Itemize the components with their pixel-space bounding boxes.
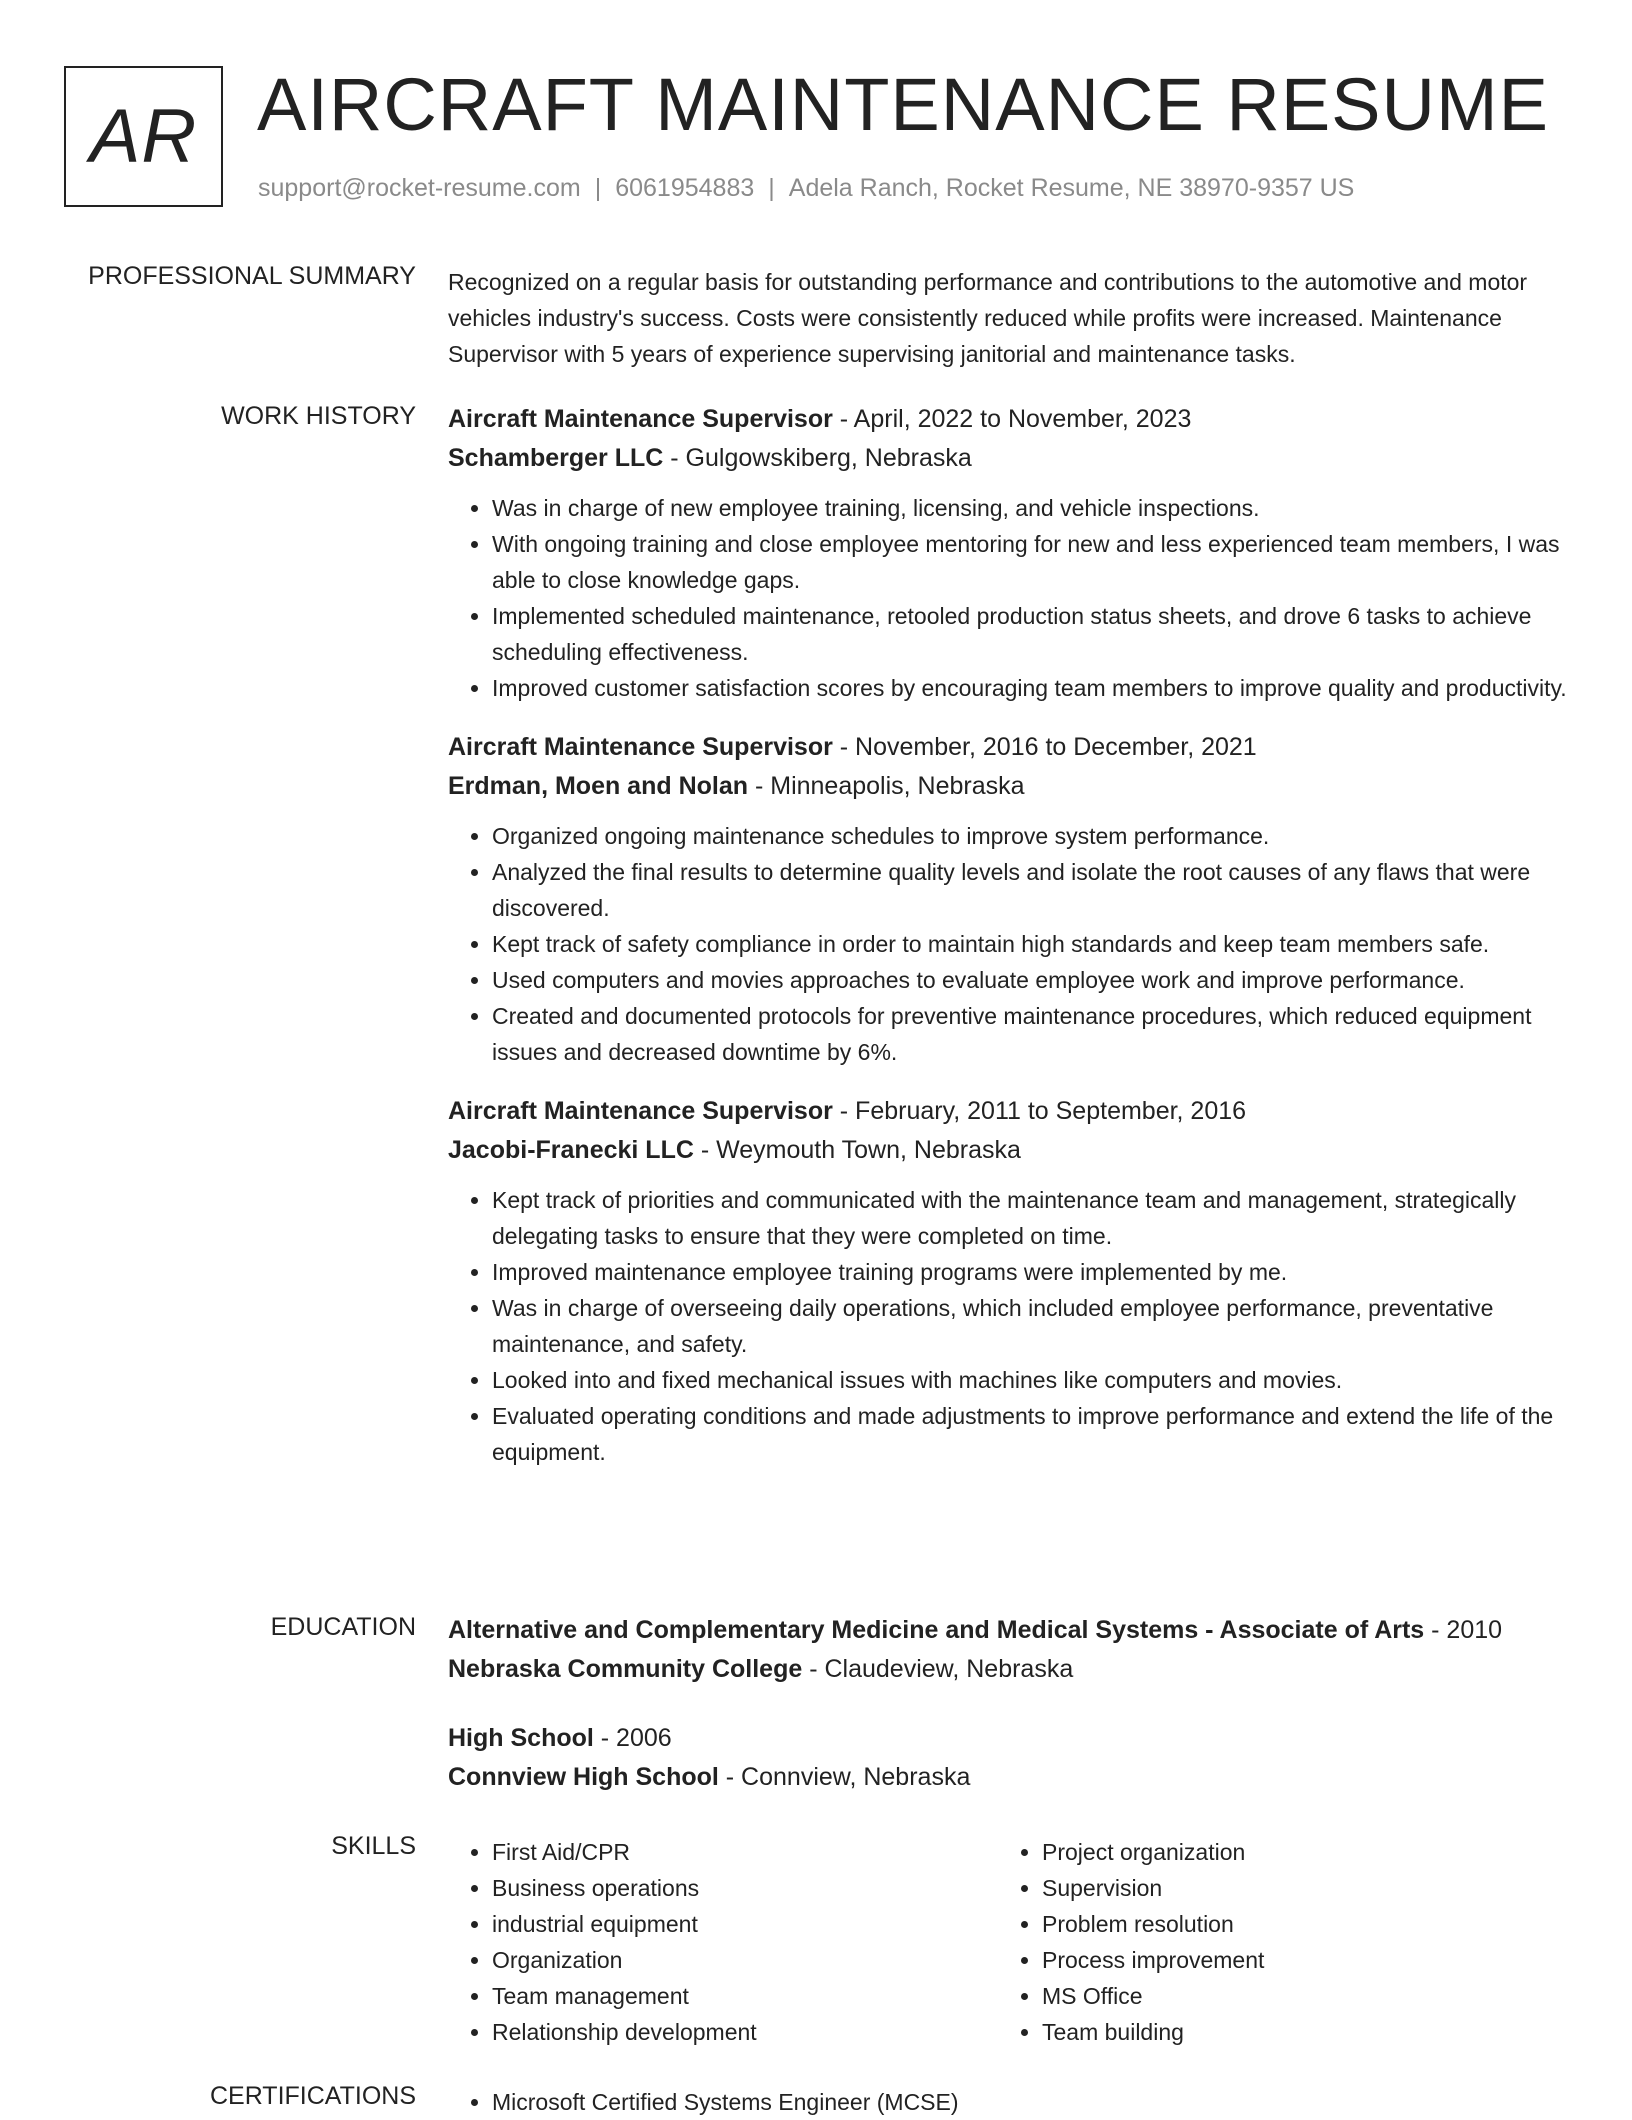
job-entry — [448, 1092, 1568, 1470]
contact-separator: | — [594, 174, 602, 202]
job-company: Schamberger LLC — [448, 444, 664, 472]
job-dates: - February, 2011 to September, 2016 — [832, 1097, 1247, 1125]
education-location: - Claudeview, Nebraska — [802, 1655, 1074, 1683]
job-bullet: • Improved customer satisfaction scores by encouraging team members to improve quality and productivity. — [492, 670, 1568, 706]
skills-body — [448, 1834, 1568, 2050]
section-label-work-history: WORK HISTORY — [221, 402, 416, 430]
job-title: Aircraft Maintenance Supervisor — [448, 405, 833, 433]
skill-item: • Team management — [492, 1978, 998, 2014]
job-dates: - November, 2016 to December, 2021 — [832, 733, 1257, 761]
job-bullet: • Kept track of safety compliance in order to maintain high standards and keep team members safe. — [492, 926, 1568, 962]
section-label-summary: PROFESSIONAL SUMMARY — [88, 262, 416, 290]
summary-text: Recognized on a regular basis for outstanding performance and contributions to the automotive and motor vehicles industry's success. Costs were consistently reduced while profits were increased. Maintenance Supervisor with 5 years of experience supervising janitorial and maintenance tasks. — [448, 269, 1528, 367]
resume-title: AIRCRAFT MAINTENANCE RESUME — [257, 63, 1549, 146]
job-bullet: • Analyzed the final results to determine quality levels and isolate the root causes of any flaws that were discovered. — [492, 854, 1568, 926]
contact-separator: | — [768, 174, 775, 202]
job-bullet: • Used computers and movies approaches to evaluate employee work and improve performance. — [492, 962, 1568, 998]
section-label-education: EDUCATION — [270, 1613, 416, 1641]
contact-address: Adela Ranch, Rocket Resume, NE 38970-9357 US — [788, 174, 1355, 202]
section-label-certifications: CERTIFICATIONS — [209, 2082, 416, 2110]
education-year: - 2010 — [1424, 1616, 1503, 1644]
job-location: - Minneapolis, Nebraska — [748, 772, 1025, 800]
skills-column-left — [448, 1834, 998, 2050]
job-bullet: • Evaluated operating conditions and made adjustments to improve performance and extend the life of the equipment. — [492, 1398, 1568, 1470]
job-title: Aircraft Maintenance Supervisor — [448, 733, 833, 761]
section-label-skills: SKILLS — [331, 1832, 416, 1860]
job-bullet: • Organized ongoing maintenance schedules to improve system performance. — [492, 818, 1568, 854]
skill-item: • Organization — [492, 1942, 998, 1978]
job-location: - Weymouth Town, Nebraska — [693, 1136, 1021, 1164]
education-degree: High School — [448, 1724, 594, 1752]
monogram-badge: AR — [64, 66, 223, 207]
job-bullet: • Created and documented protocols for preventive maintenance procedures, which reduced equipment issues and decreased downtime by 6%. — [492, 998, 1568, 1070]
job-bullet: • Kept track of priorities and communicated with the maintenance team and management, strategically delegating tasks to ensure that they were completed on time. — [492, 1182, 1568, 1254]
job-bullets — [448, 1182, 1568, 1470]
job-bullets — [448, 490, 1568, 706]
job-company: Jacobi-Franecki LLC — [448, 1136, 694, 1164]
skill-item: • Business operations — [492, 1870, 998, 1906]
education-body — [448, 1611, 1568, 1827]
skill-item: • Problem resolution — [1042, 1906, 1548, 1942]
education-entry — [448, 1719, 1568, 1797]
education-school: Nebraska Community College — [448, 1655, 803, 1683]
job-bullet: • Was in charge of new employee training, licensing, and vehicle inspections. — [492, 490, 1568, 526]
education-degree: Alternative and Complementary Medicine and Medical Systems - Associate of Arts — [448, 1616, 1425, 1644]
contact-email: support@rocket-resume.com — [258, 174, 581, 202]
job-location: - Gulgowskiberg, Nebraska — [663, 444, 972, 472]
skill-item: • industrial equipment — [492, 1906, 998, 1942]
job-entry — [448, 728, 1568, 1070]
job-entry — [448, 400, 1568, 706]
work-history-body — [448, 400, 1568, 1492]
skill-item: • First Aid/CPR — [492, 1834, 998, 1870]
job-company: Erdman, Moen and Nolan — [448, 772, 749, 800]
job-bullet: • Looked into and fixed mechanical issues with machines like computers and movies. — [492, 1362, 1568, 1398]
contact-line — [258, 174, 1354, 203]
education-location: - Connview, Nebraska — [718, 1763, 971, 1791]
education-year: - 2006 — [593, 1724, 672, 1752]
skill-item: • MS Office — [1042, 1978, 1548, 2014]
job-bullet: • Improved maintenance employee training programs were implemented by me. — [492, 1254, 1568, 1290]
job-title: Aircraft Maintenance Supervisor — [448, 1097, 833, 1125]
skills-column-right — [998, 1834, 1548, 2050]
job-bullet: • Was in charge of overseeing daily operations, which included employee performance, preventative maintenance, and safety. — [492, 1290, 1568, 1362]
certifications-body — [448, 2084, 1568, 2120]
skill-item: • Relationship development — [492, 2014, 998, 2050]
education-school: Connview High School — [448, 1763, 719, 1791]
job-bullet: • Implemented scheduled maintenance, retooled production status sheets, and drove 6 tasks to achieve scheduling effectiveness. — [492, 598, 1568, 670]
resume-header — [64, 63, 1564, 211]
skill-item: • Supervision — [1042, 1870, 1548, 1906]
education-entry — [448, 1611, 1568, 1689]
job-bullet: • With ongoing training and close employee mentoring for new and less experienced team members, I was able to close knowledge gaps. — [492, 526, 1568, 598]
skill-item: • Team building — [1042, 2014, 1548, 2050]
skill-item: • Process improvement — [1042, 1942, 1548, 1978]
certification-item: • Microsoft Certified Systems Engineer (MCSE) — [492, 2084, 1548, 2120]
summary-body — [448, 264, 1568, 372]
job-dates: - April, 2022 to November, 2023 — [832, 405, 1192, 433]
skill-item: • Project organization — [1042, 1834, 1548, 1870]
contact-phone: 6061954883 — [615, 174, 755, 202]
job-bullets — [448, 818, 1568, 1070]
